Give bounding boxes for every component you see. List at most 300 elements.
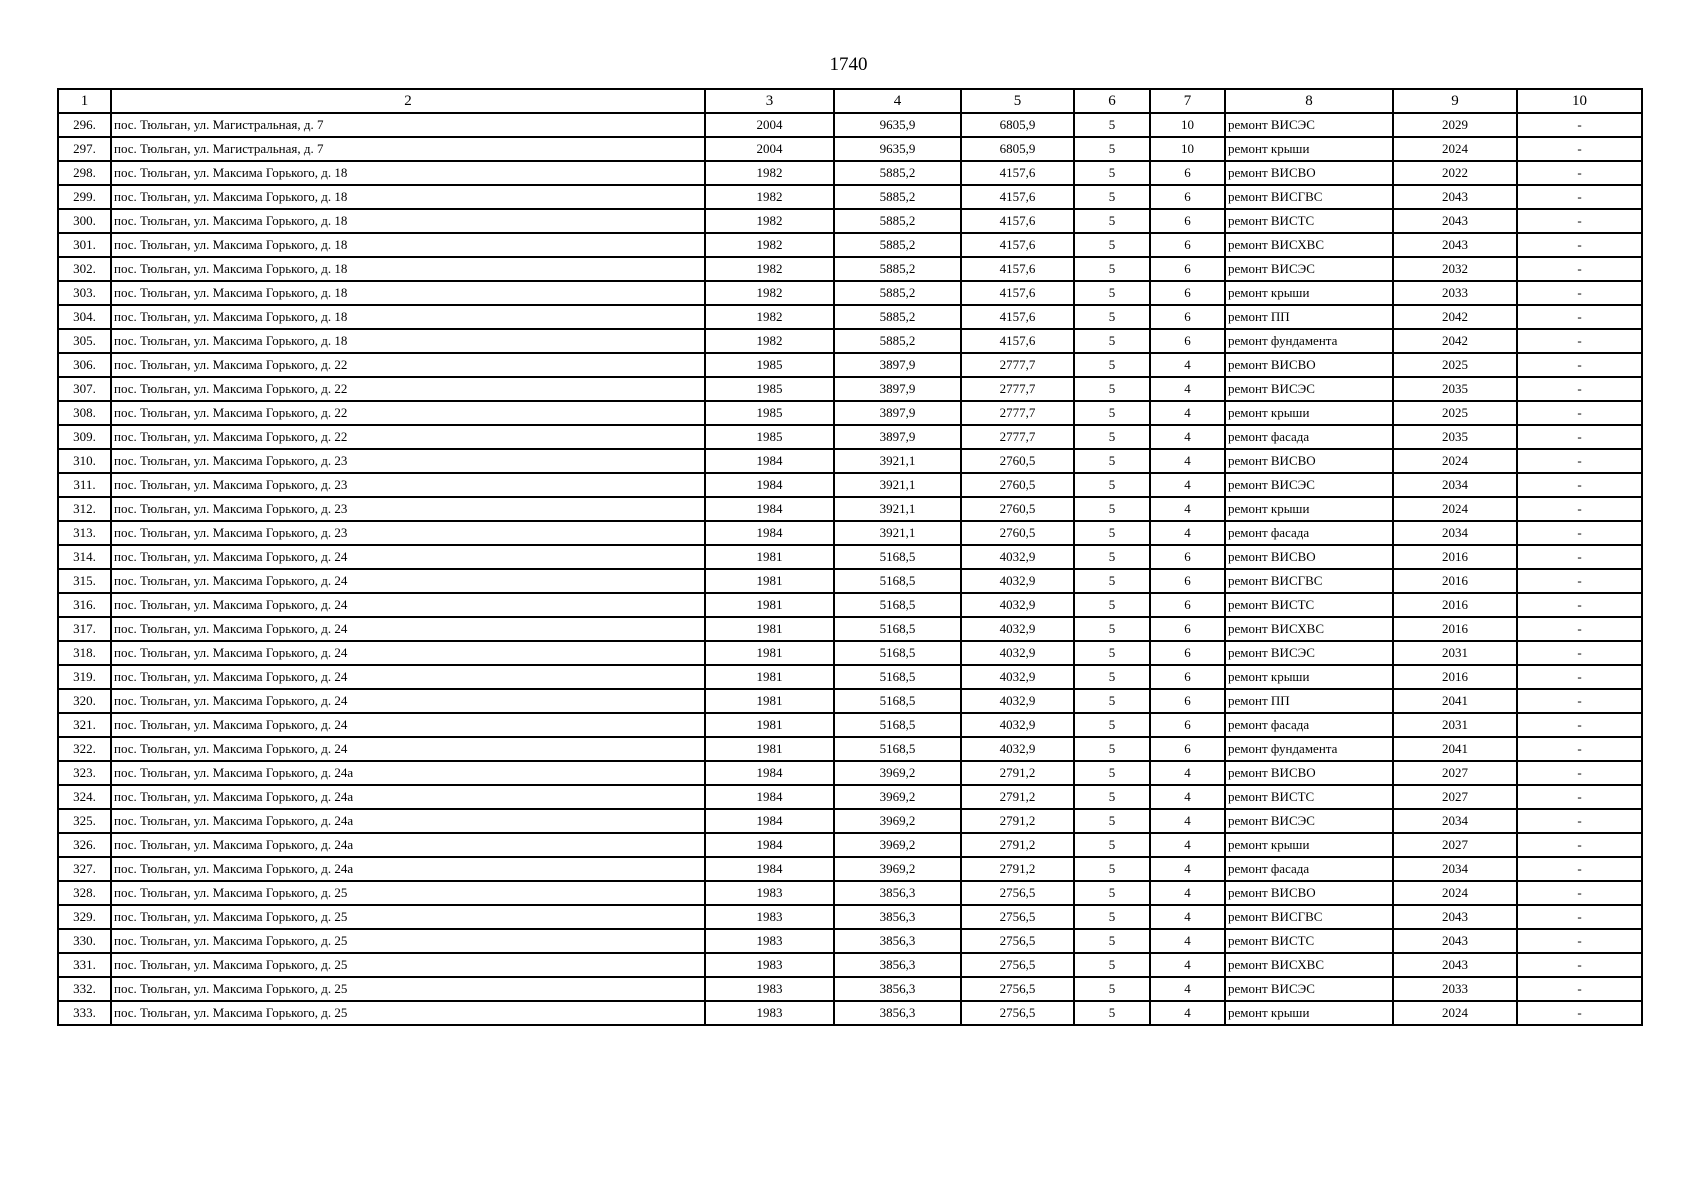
living-area-cell: 2791,2 <box>961 809 1074 833</box>
floors-cell: 5 <box>1074 785 1150 809</box>
entrances-cell: 6 <box>1150 209 1225 233</box>
living-area-cell: 2791,2 <box>961 761 1074 785</box>
total-area-cell: 3969,2 <box>834 761 961 785</box>
living-area-cell: 2756,5 <box>961 1001 1074 1025</box>
floors-cell: 5 <box>1074 737 1150 761</box>
floors-cell: 5 <box>1074 137 1150 161</box>
floors-cell: 5 <box>1074 545 1150 569</box>
repair-type-cell: ремонт ПП <box>1225 305 1393 329</box>
page-number: 1740 <box>829 54 868 75</box>
entrances-cell: 10 <box>1150 137 1225 161</box>
repair-type-cell: ремонт крыши <box>1225 665 1393 689</box>
total-area-cell: 5885,2 <box>834 209 961 233</box>
year-built-cell: 1984 <box>705 473 834 497</box>
address-cell: пос. Тюльган, ул. Максима Горького, д. 18 <box>111 161 705 185</box>
planned-year-cell: 2043 <box>1393 185 1517 209</box>
repair-type-cell: ремонт ВИСВО <box>1225 353 1393 377</box>
total-area-cell: 3856,3 <box>834 953 961 977</box>
note-cell: - <box>1517 785 1642 809</box>
year-built-cell: 1983 <box>705 977 834 1001</box>
living-area-cell: 2777,7 <box>961 377 1074 401</box>
year-built-cell: 1985 <box>705 401 834 425</box>
total-area-cell: 9635,9 <box>834 137 961 161</box>
note-cell: - <box>1517 113 1642 137</box>
year-built-cell: 1985 <box>705 425 834 449</box>
repair-type-cell: ремонт ВИСВО <box>1225 761 1393 785</box>
table-row <box>58 617 1642 641</box>
total-area-cell: 5885,2 <box>834 185 961 209</box>
year-built-cell: 1984 <box>705 809 834 833</box>
planned-year-cell: 2016 <box>1393 617 1517 641</box>
living-area-cell: 2756,5 <box>961 953 1074 977</box>
note-cell: - <box>1517 569 1642 593</box>
note-cell: - <box>1517 689 1642 713</box>
row-number-cell: 325. <box>58 809 111 833</box>
repair-type-cell: ремонт ВИСХВС <box>1225 617 1393 641</box>
row-number-cell: 312. <box>58 497 111 521</box>
address-cell: пос. Тюльган, ул. Максима Горького, д. 24 <box>111 665 705 689</box>
entrances-cell: 6 <box>1150 689 1225 713</box>
floors-cell: 5 <box>1074 857 1150 881</box>
entrances-cell: 4 <box>1150 761 1225 785</box>
repair-type-cell: ремонт фасада <box>1225 857 1393 881</box>
living-area-cell: 2791,2 <box>961 857 1074 881</box>
table-row <box>58 521 1642 545</box>
table-row <box>58 185 1642 209</box>
year-built-cell: 1984 <box>705 761 834 785</box>
address-cell: пос. Тюльган, ул. Максима Горького, д. 22 <box>111 425 705 449</box>
column-header: 1 <box>58 89 111 113</box>
note-cell: - <box>1517 305 1642 329</box>
table-row <box>58 353 1642 377</box>
repair-type-cell: ремонт крыши <box>1225 137 1393 161</box>
total-area-cell: 3921,1 <box>834 497 961 521</box>
floors-cell: 5 <box>1074 881 1150 905</box>
year-built-cell: 1983 <box>705 905 834 929</box>
row-number-cell: 298. <box>58 161 111 185</box>
living-area-cell: 2777,7 <box>961 401 1074 425</box>
planned-year-cell: 2043 <box>1393 929 1517 953</box>
living-area-cell: 2756,5 <box>961 929 1074 953</box>
row-number-cell: 296. <box>58 113 111 137</box>
planned-year-cell: 2035 <box>1393 377 1517 401</box>
living-area-cell: 2756,5 <box>961 881 1074 905</box>
row-number-cell: 302. <box>58 257 111 281</box>
note-cell: - <box>1517 929 1642 953</box>
planned-year-cell: 2035 <box>1393 425 1517 449</box>
row-number-cell: 314. <box>58 545 111 569</box>
address-cell: пос. Тюльган, ул. Максима Горького, д. 24 <box>111 689 705 713</box>
living-area-cell: 4157,6 <box>961 329 1074 353</box>
note-cell: - <box>1517 329 1642 353</box>
planned-year-cell: 2034 <box>1393 857 1517 881</box>
living-area-cell: 2777,7 <box>961 353 1074 377</box>
planned-year-cell: 2043 <box>1393 905 1517 929</box>
living-area-cell: 4157,6 <box>961 233 1074 257</box>
repair-type-cell: ремонт фасада <box>1225 425 1393 449</box>
total-area-cell: 5885,2 <box>834 161 961 185</box>
address-cell: пос. Тюльган, ул. Максима Горького, д. 25 <box>111 881 705 905</box>
entrances-cell: 6 <box>1150 233 1225 257</box>
total-area-cell: 5885,2 <box>834 233 961 257</box>
table-row <box>58 689 1642 713</box>
repair-type-cell: ремонт ВИСТС <box>1225 929 1393 953</box>
row-number-cell: 309. <box>58 425 111 449</box>
note-cell: - <box>1517 401 1642 425</box>
entrances-cell: 4 <box>1150 905 1225 929</box>
floors-cell: 5 <box>1074 473 1150 497</box>
year-built-cell: 1981 <box>705 569 834 593</box>
floors-cell: 5 <box>1074 929 1150 953</box>
floors-cell: 5 <box>1074 1001 1150 1025</box>
entrances-cell: 6 <box>1150 281 1225 305</box>
address-cell: пос. Тюльган, ул. Максима Горького, д. 24 <box>111 737 705 761</box>
entrances-cell: 6 <box>1150 737 1225 761</box>
repair-type-cell: ремонт ВИСВО <box>1225 881 1393 905</box>
planned-year-cell: 2016 <box>1393 545 1517 569</box>
address-cell: пос. Тюльган, ул. Магистральная, д. 7 <box>111 137 705 161</box>
floors-cell: 5 <box>1074 257 1150 281</box>
row-number-cell: 310. <box>58 449 111 473</box>
address-cell: пос. Тюльган, ул. Максима Горького, д. 18 <box>111 281 705 305</box>
total-area-cell: 3921,1 <box>834 521 961 545</box>
entrances-cell: 6 <box>1150 257 1225 281</box>
planned-year-cell: 2031 <box>1393 641 1517 665</box>
column-header: 8 <box>1225 89 1393 113</box>
planned-year-cell: 2042 <box>1393 329 1517 353</box>
living-area-cell: 2760,5 <box>961 449 1074 473</box>
note-cell: - <box>1517 377 1642 401</box>
note-cell: - <box>1517 953 1642 977</box>
note-cell: - <box>1517 617 1642 641</box>
table-row <box>58 593 1642 617</box>
table-row <box>58 881 1642 905</box>
entrances-cell: 4 <box>1150 809 1225 833</box>
address-cell: пос. Тюльган, ул. Максима Горького, д. 24 <box>111 593 705 617</box>
living-area-cell: 4157,6 <box>961 281 1074 305</box>
planned-year-cell: 2016 <box>1393 593 1517 617</box>
note-cell: - <box>1517 497 1642 521</box>
floors-cell: 5 <box>1074 209 1150 233</box>
entrances-cell: 4 <box>1150 521 1225 545</box>
year-built-cell: 1984 <box>705 857 834 881</box>
total-area-cell: 5885,2 <box>834 281 961 305</box>
total-area-cell: 3921,1 <box>834 473 961 497</box>
address-cell: пос. Тюльган, ул. Максима Горького, д. 24 <box>111 713 705 737</box>
note-cell: - <box>1517 905 1642 929</box>
table-row <box>58 833 1642 857</box>
floors-cell: 5 <box>1074 329 1150 353</box>
note-cell: - <box>1517 833 1642 857</box>
planned-year-cell: 2022 <box>1393 161 1517 185</box>
repair-type-cell: ремонт ВИСЭС <box>1225 257 1393 281</box>
living-area-cell: 4032,9 <box>961 593 1074 617</box>
total-area-cell: 3969,2 <box>834 809 961 833</box>
floors-cell: 5 <box>1074 161 1150 185</box>
total-area-cell: 3969,2 <box>834 785 961 809</box>
table-row <box>58 545 1642 569</box>
entrances-cell: 6 <box>1150 185 1225 209</box>
row-number-cell: 327. <box>58 857 111 881</box>
note-cell: - <box>1517 209 1642 233</box>
repair-type-cell: ремонт ВИСЭС <box>1225 473 1393 497</box>
note-cell: - <box>1517 809 1642 833</box>
living-area-cell: 2756,5 <box>961 905 1074 929</box>
column-header: 3 <box>705 89 834 113</box>
planned-year-cell: 2033 <box>1393 977 1517 1001</box>
row-number-cell: 311. <box>58 473 111 497</box>
address-cell: пос. Тюльган, ул. Максима Горького, д. 23 <box>111 449 705 473</box>
note-cell: - <box>1517 353 1642 377</box>
note-cell: - <box>1517 473 1642 497</box>
entrances-cell: 4 <box>1150 881 1225 905</box>
address-cell: пос. Тюльган, ул. Максима Горького, д. 24а <box>111 833 705 857</box>
row-number-cell: 308. <box>58 401 111 425</box>
table-row <box>58 161 1642 185</box>
address-cell: пос. Тюльган, ул. Максима Горького, д. 25 <box>111 905 705 929</box>
planned-year-cell: 2041 <box>1393 737 1517 761</box>
planned-year-cell: 2043 <box>1393 209 1517 233</box>
address-cell: пос. Тюльган, ул. Максима Горького, д. 18 <box>111 305 705 329</box>
year-built-cell: 1982 <box>705 305 834 329</box>
year-built-cell: 1984 <box>705 521 834 545</box>
living-area-cell: 2791,2 <box>961 785 1074 809</box>
table-row <box>58 257 1642 281</box>
planned-year-cell: 2024 <box>1393 449 1517 473</box>
planned-year-cell: 2027 <box>1393 785 1517 809</box>
row-number-cell: 326. <box>58 833 111 857</box>
table-row <box>58 305 1642 329</box>
repair-type-cell: ремонт крыши <box>1225 497 1393 521</box>
year-built-cell: 1981 <box>705 737 834 761</box>
repair-type-cell: ремонт ВИСТС <box>1225 593 1393 617</box>
entrances-cell: 4 <box>1150 449 1225 473</box>
column-header: 4 <box>834 89 961 113</box>
address-cell: пос. Тюльган, ул. Максима Горького, д. 24 <box>111 617 705 641</box>
row-number-cell: 305. <box>58 329 111 353</box>
table-row <box>58 905 1642 929</box>
repair-type-cell: ремонт ВИСГВС <box>1225 569 1393 593</box>
row-number-cell: 333. <box>58 1001 111 1025</box>
address-cell: пос. Тюльган, ул. Максима Горького, д. 22 <box>111 353 705 377</box>
row-number-cell: 317. <box>58 617 111 641</box>
planned-year-cell: 2032 <box>1393 257 1517 281</box>
living-area-cell: 4032,9 <box>961 689 1074 713</box>
total-area-cell: 3969,2 <box>834 857 961 881</box>
repair-type-cell: ремонт крыши <box>1225 281 1393 305</box>
floors-cell: 5 <box>1074 425 1150 449</box>
note-cell: - <box>1517 641 1642 665</box>
row-number-cell: 322. <box>58 737 111 761</box>
year-built-cell: 2004 <box>705 137 834 161</box>
note-cell: - <box>1517 977 1642 1001</box>
planned-year-cell: 2034 <box>1393 473 1517 497</box>
living-area-cell: 4032,9 <box>961 545 1074 569</box>
row-number-cell: 323. <box>58 761 111 785</box>
address-cell: пос. Тюльган, ул. Максима Горького, д. 24а <box>111 761 705 785</box>
entrances-cell: 6 <box>1150 713 1225 737</box>
total-area-cell: 9635,9 <box>834 113 961 137</box>
table-row <box>58 809 1642 833</box>
table-row <box>58 977 1642 1001</box>
repair-type-cell: ремонт крыши <box>1225 401 1393 425</box>
row-number-cell: 319. <box>58 665 111 689</box>
total-area-cell: 3856,3 <box>834 929 961 953</box>
floors-cell: 5 <box>1074 833 1150 857</box>
entrances-cell: 10 <box>1150 113 1225 137</box>
planned-year-cell: 2031 <box>1393 713 1517 737</box>
entrances-cell: 4 <box>1150 425 1225 449</box>
address-cell: пос. Тюльган, ул. Максима Горького, д. 25 <box>111 953 705 977</box>
row-number-cell: 324. <box>58 785 111 809</box>
row-number-cell: 304. <box>58 305 111 329</box>
floors-cell: 5 <box>1074 617 1150 641</box>
table-row <box>58 761 1642 785</box>
note-cell: - <box>1517 185 1642 209</box>
note-cell: - <box>1517 449 1642 473</box>
repair-type-cell: ремонт ВИСВО <box>1225 449 1393 473</box>
planned-year-cell: 2024 <box>1393 497 1517 521</box>
note-cell: - <box>1517 545 1642 569</box>
table-row <box>58 737 1642 761</box>
planned-year-cell: 2025 <box>1393 401 1517 425</box>
living-area-cell: 6805,9 <box>961 137 1074 161</box>
table-row <box>58 425 1642 449</box>
row-number-cell: 328. <box>58 881 111 905</box>
year-built-cell: 1982 <box>705 257 834 281</box>
repair-type-cell: ремонт ВИСЭС <box>1225 809 1393 833</box>
repair-type-cell: ремонт фундамента <box>1225 737 1393 761</box>
row-number-cell: 297. <box>58 137 111 161</box>
living-area-cell: 4157,6 <box>961 305 1074 329</box>
year-built-cell: 1983 <box>705 953 834 977</box>
header-row <box>58 89 1642 113</box>
planned-year-cell: 2029 <box>1393 113 1517 137</box>
repair-type-cell: ремонт ВИСХВС <box>1225 233 1393 257</box>
living-area-cell: 2756,5 <box>961 977 1074 1001</box>
year-built-cell: 1982 <box>705 161 834 185</box>
column-header: 2 <box>111 89 705 113</box>
total-area-cell: 3921,1 <box>834 449 961 473</box>
year-built-cell: 1982 <box>705 329 834 353</box>
address-cell: пос. Тюльган, ул. Максима Горького, д. 23 <box>111 473 705 497</box>
planned-year-cell: 2027 <box>1393 761 1517 785</box>
entrances-cell: 6 <box>1150 569 1225 593</box>
year-built-cell: 1981 <box>705 545 834 569</box>
total-area-cell: 5168,5 <box>834 713 961 737</box>
planned-year-cell: 2034 <box>1393 809 1517 833</box>
table-row <box>58 401 1642 425</box>
living-area-cell: 4157,6 <box>961 257 1074 281</box>
floors-cell: 5 <box>1074 185 1150 209</box>
note-cell: - <box>1517 593 1642 617</box>
floors-cell: 5 <box>1074 401 1150 425</box>
living-area-cell: 2777,7 <box>961 425 1074 449</box>
total-area-cell: 3897,9 <box>834 353 961 377</box>
floors-cell: 5 <box>1074 113 1150 137</box>
address-cell: пос. Тюльган, ул. Максима Горького, д. 18 <box>111 257 705 281</box>
note-cell: - <box>1517 857 1642 881</box>
repair-type-cell: ремонт ВИСЭС <box>1225 641 1393 665</box>
total-area-cell: 3856,3 <box>834 881 961 905</box>
floors-cell: 5 <box>1074 281 1150 305</box>
row-number-cell: 320. <box>58 689 111 713</box>
address-cell: пос. Тюльган, ул. Максима Горького, д. 24 <box>111 569 705 593</box>
row-number-cell: 313. <box>58 521 111 545</box>
table-row <box>58 857 1642 881</box>
total-area-cell: 5168,5 <box>834 617 961 641</box>
living-area-cell: 4032,9 <box>961 569 1074 593</box>
column-header: 7 <box>1150 89 1225 113</box>
planned-year-cell: 2042 <box>1393 305 1517 329</box>
planned-year-cell: 2025 <box>1393 353 1517 377</box>
total-area-cell: 3897,9 <box>834 377 961 401</box>
row-number-cell: 321. <box>58 713 111 737</box>
floors-cell: 5 <box>1074 497 1150 521</box>
repair-type-cell: ремонт ВИСХВС <box>1225 953 1393 977</box>
table-row <box>58 713 1642 737</box>
row-number-cell: 301. <box>58 233 111 257</box>
table-row <box>58 569 1642 593</box>
address-cell: пос. Тюльган, ул. Максима Горького, д. 18 <box>111 233 705 257</box>
row-number-cell: 329. <box>58 905 111 929</box>
entrances-cell: 4 <box>1150 953 1225 977</box>
note-cell: - <box>1517 425 1642 449</box>
table-body <box>58 113 1642 1025</box>
note-cell: - <box>1517 713 1642 737</box>
repair-type-cell: ремонт ВИСВО <box>1225 161 1393 185</box>
table-row <box>58 1001 1642 1025</box>
total-area-cell: 5168,5 <box>834 641 961 665</box>
total-area-cell: 5168,5 <box>834 545 961 569</box>
floors-cell: 5 <box>1074 761 1150 785</box>
living-area-cell: 2791,2 <box>961 833 1074 857</box>
total-area-cell: 5168,5 <box>834 593 961 617</box>
year-built-cell: 2004 <box>705 113 834 137</box>
entrances-cell: 4 <box>1150 353 1225 377</box>
floors-cell: 5 <box>1074 521 1150 545</box>
year-built-cell: 1984 <box>705 785 834 809</box>
note-cell: - <box>1517 1001 1642 1025</box>
table-row <box>58 641 1642 665</box>
repair-type-cell: ремонт ПП <box>1225 689 1393 713</box>
repair-type-cell: ремонт ВИСГВС <box>1225 905 1393 929</box>
total-area-cell: 5885,2 <box>834 257 961 281</box>
planned-year-cell: 2024 <box>1393 137 1517 161</box>
entrances-cell: 4 <box>1150 833 1225 857</box>
note-cell: - <box>1517 281 1642 305</box>
floors-cell: 5 <box>1074 689 1150 713</box>
planned-year-cell: 2033 <box>1393 281 1517 305</box>
planned-year-cell: 2024 <box>1393 881 1517 905</box>
total-area-cell: 5885,2 <box>834 329 961 353</box>
year-built-cell: 1984 <box>705 449 834 473</box>
total-area-cell: 5168,5 <box>834 569 961 593</box>
table-row <box>58 953 1642 977</box>
total-area-cell: 5885,2 <box>834 305 961 329</box>
address-cell: пос. Тюльган, ул. Магистральная, д. 7 <box>111 113 705 137</box>
entrances-cell: 4 <box>1150 401 1225 425</box>
address-cell: пос. Тюльган, ул. Максима Горького, д. 22 <box>111 401 705 425</box>
row-number-cell: 332. <box>58 977 111 1001</box>
note-cell: - <box>1517 521 1642 545</box>
living-area-cell: 4157,6 <box>961 161 1074 185</box>
floors-cell: 5 <box>1074 905 1150 929</box>
repair-schedule-table <box>57 88 1643 1026</box>
total-area-cell: 5168,5 <box>834 665 961 689</box>
total-area-cell: 5168,5 <box>834 737 961 761</box>
table-row <box>58 473 1642 497</box>
